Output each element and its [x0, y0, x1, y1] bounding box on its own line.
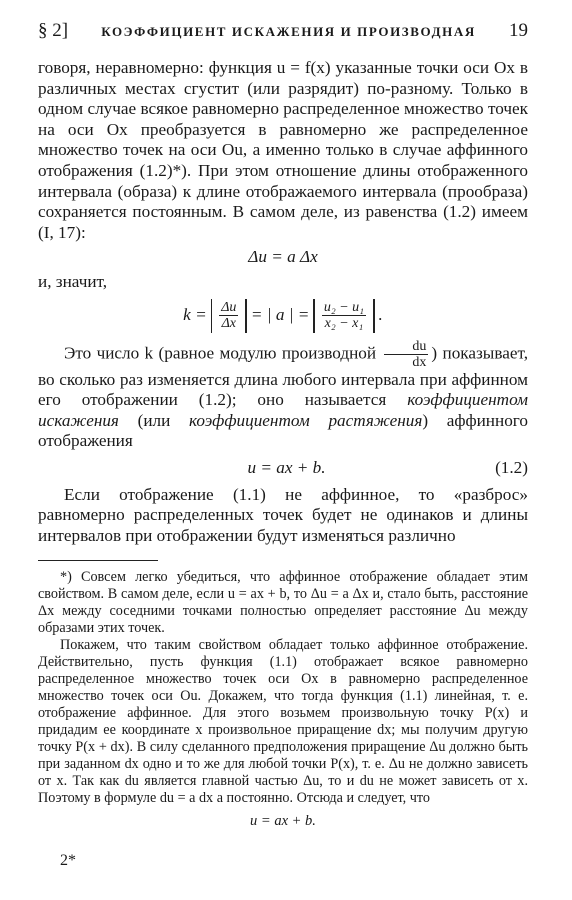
fraction-derivative [384, 339, 428, 370]
fraction-denominator: x₂ − x₁ [324, 316, 364, 332]
period: . [378, 305, 383, 325]
paragraph-4: Если отображение (1.1) не аффинное, то «разброс» равномерно распределенных точек будет не одинаков и длины интервалов при отображении будут изменяться различно [38, 484, 528, 545]
abs-bar [313, 299, 315, 333]
equation-number: (1.2) [495, 457, 528, 477]
signature-mark: 2* [60, 852, 76, 869]
chapter-title: КОЭФФИЦИЕНТ ИСКАЖЕНИЯ И ПРОИЗВОДНАЯ [101, 24, 476, 39]
paragraph-1: говоря, неравномерно: функция u = f(x) указанные точки оси Ox в различных местах сгустит (или разрядит) по-разному. Только в одном случае всякое равномерно распределенное множество точек на оси Ox преобразуется в равномерно же распределенное множество точек на оси Ou, а именно только в случае аффинного отображения (1.2)*). При этом отношение длины отображенного интервала (образа) к длине отображаемого интервала (прообраза) сохраняется постоянным. В самом деле, из равенства (1.2) имеем (I, 17): [38, 58, 529, 242]
footnote-divider [38, 560, 158, 561]
equation-delta: Δu = a Δx [248, 247, 318, 267]
fraction-du-dx [219, 300, 238, 331]
fraction-numerator: Δu [221, 300, 237, 316]
fraction-denominator: Δx [221, 316, 237, 332]
fraction-numerator: du [384, 339, 428, 355]
abs-bar [211, 299, 213, 333]
main-text [38, 58, 528, 836]
p3-part-a: Это число k (равное модулю производной [64, 342, 377, 362]
k-label: k = [183, 305, 207, 325]
k-middle: = | a | = [250, 305, 310, 325]
equation-1-2 [38, 458, 528, 479]
running-header [38, 20, 528, 44]
abs-bar [245, 299, 247, 333]
footnote-equation: u = ax + b. [250, 813, 316, 830]
p3-part-c: (или [137, 410, 171, 430]
paragraph-3 [38, 339, 528, 452]
p3-part-d: ) аффинного отображения [38, 410, 528, 451]
abs-bar [373, 299, 375, 333]
term-distortion-coefficient: коэффициентом искажения [38, 390, 528, 430]
equation-formula: u = ax + b. [247, 457, 326, 477]
equation-k [38, 299, 528, 333]
fraction-numerator: u₂ − u₁ [323, 300, 365, 316]
p3-part-b: ) показывает, во сколько раз изменяется длина любого интервала при аффинном его отображении (1.2); оно называется [38, 342, 528, 410]
fraction-denominator: dx [412, 354, 427, 370]
fraction-u-x [322, 300, 366, 331]
term-stretch-coefficient: коэффициентом растяжения [189, 410, 423, 430]
paragraph-2: и, значит, [38, 271, 108, 291]
footnote-1: *) Совсем легко убедиться, что аффинное отображение обладает этим свойством. В самом деле, если u = ax + b, то Δu = a Δx и, стало быть, расстояние Δx между соседними точками полностью определяет расстояние Δu между образами этих точек. [38, 569, 528, 637]
section-mark: § 2] [38, 20, 69, 41]
footnote-2: Покажем, что таким свойством обладает только аффинное отображение. Действительно, пусть функция (1.1) отображает всякое равномерно распределенное множество точек оси Ox в равномерно распределенное множество точек оси Ou. Докажем, что тогда функция (1.1) линейная, т. е. отображение аффинное. Для этого возьмем произвольную точку P(x) и придадим ее координате x произвольное приращение dx; мы получим другую точку P(x + dx). В силу сделанного предположения приращение Δu должно быть при заданном dx одно и то же для любой точки P(x), т. е. Δu не должно зависеть от x. Так как du является главной частью Δu, то и du не может зависеть от x. Поэтому в формуле du = a dx a постоянно. Отсюда и следует, что [38, 637, 528, 807]
page-number: 19 [508, 20, 528, 41]
